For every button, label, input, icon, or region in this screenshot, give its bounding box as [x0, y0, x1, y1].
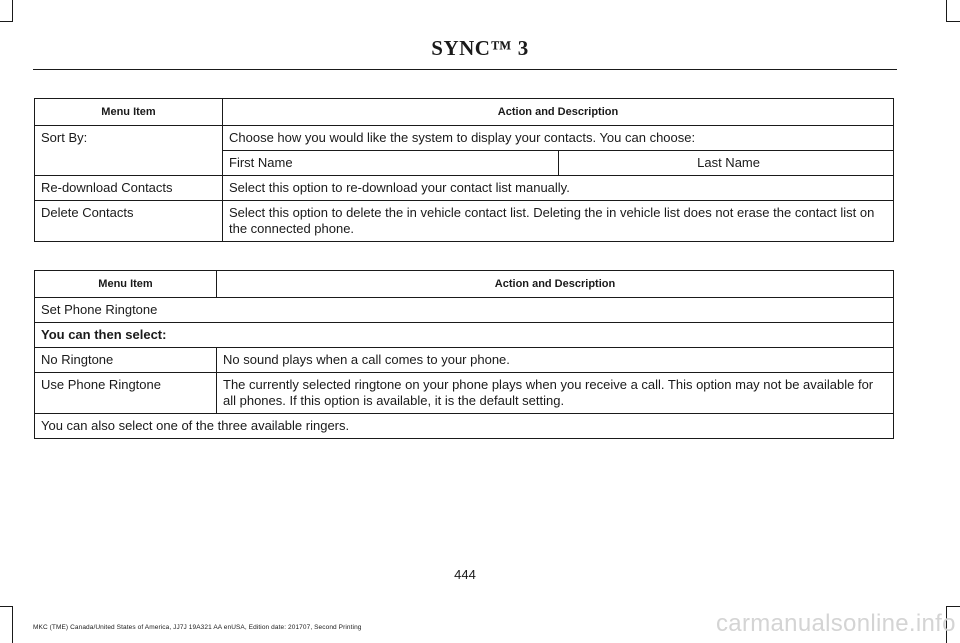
- ringers-note-row: You can also select one of the three available ringers.: [35, 414, 894, 439]
- table-row: [35, 323, 894, 348]
- menu-item-no-ringtone: No Ringtone: [35, 348, 217, 373]
- table-row: [35, 201, 894, 242]
- description-no-ringtone: No sound plays when a call comes to your phone.: [217, 348, 894, 373]
- table-row: [35, 373, 894, 414]
- column-header-action-description: Action and Description: [217, 271, 894, 298]
- menu-item-delete-contacts: Delete Contacts: [35, 201, 223, 242]
- menu-item-use-phone-ringtone: Use Phone Ringtone: [35, 373, 217, 414]
- crop-mark-top-left-horizontal: [0, 21, 13, 22]
- table-row: [35, 414, 894, 439]
- ringtone-settings-table: [34, 270, 894, 439]
- description-redownload-contacts: Select this option to re-download your contact list manually.: [223, 176, 894, 201]
- sort-option-last-name: Last Name: [559, 151, 894, 176]
- column-header-menu-item: Menu Item: [35, 271, 217, 298]
- crop-mark-bottom-left-vertical: [12, 606, 13, 643]
- table-row: [35, 126, 894, 151]
- description-sort-by: Choose how you would like the system to display your contacts. You can choose:: [223, 126, 894, 151]
- header-divider: [33, 69, 897, 70]
- watermark: carmanualsonline.info: [716, 610, 956, 637]
- set-phone-ringtone-row: Set Phone Ringtone: [35, 298, 894, 323]
- crop-mark-bottom-left-horizontal: [0, 606, 13, 607]
- description-delete-contacts: Select this option to delete the in vehicle contact list. Deleting the in vehicle list does not erase the contact list on the connected phone.: [223, 201, 894, 242]
- edition-footer: MKC (TME) Canada/United States of America, JJ7J 19A321 AA enUSA, Edition date: 201707, Second Printing: [33, 624, 362, 631]
- table-row: [35, 298, 894, 323]
- table-row: [35, 176, 894, 201]
- crop-mark-bottom-right-horizontal: [946, 606, 960, 607]
- table-header-row: [35, 99, 894, 126]
- contacts-settings-table: [34, 98, 894, 242]
- sort-option-first-name: First Name: [223, 151, 559, 176]
- column-header-action-description: Action and Description: [223, 99, 894, 126]
- crop-mark-top-left-vertical: [12, 0, 13, 22]
- page-number: 444: [454, 567, 476, 582]
- table-header-row: [35, 271, 894, 298]
- menu-item-sort-by: Sort By:: [35, 126, 223, 176]
- description-use-phone-ringtone: The currently selected ringtone on your phone plays when you receive a call. This option may not be available for all phones. If this option is available, it is the default setting.: [217, 373, 894, 414]
- crop-mark-top-right-horizontal: [946, 21, 960, 22]
- column-header-menu-item: Menu Item: [35, 99, 223, 126]
- crop-mark-top-right-vertical: [946, 0, 947, 22]
- menu-item-redownload-contacts: Re-download Contacts: [35, 176, 223, 201]
- select-intro-row: You can then select:: [35, 323, 894, 348]
- table-row: [35, 348, 894, 373]
- page-title: SYNC™ 3: [431, 36, 529, 60]
